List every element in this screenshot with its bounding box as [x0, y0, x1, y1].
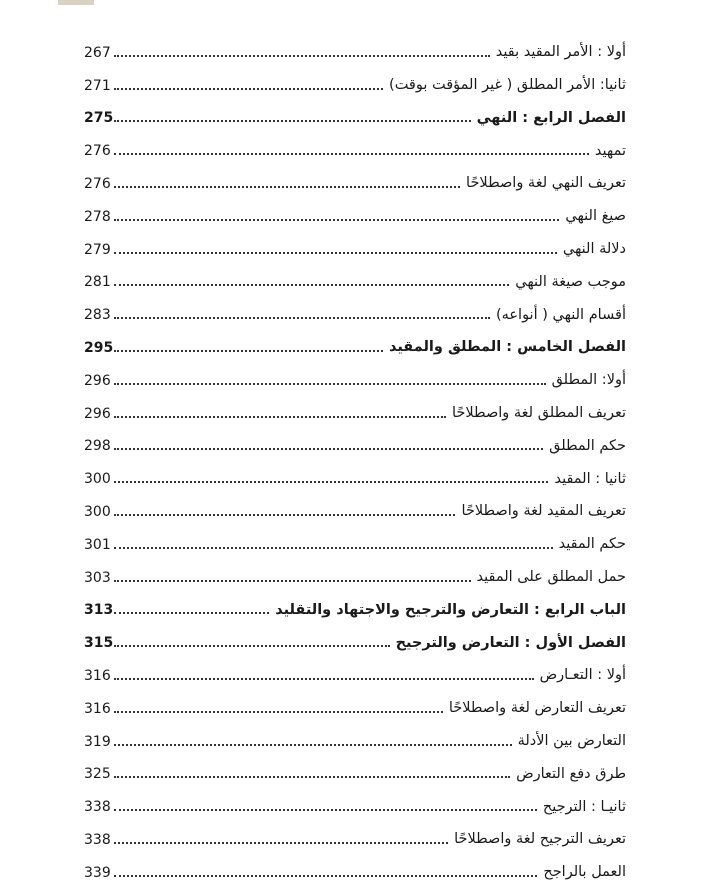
- toc-dot-leader: [114, 711, 443, 713]
- toc-entry-row: [84, 358, 626, 391]
- toc-dot-leader: [114, 416, 446, 418]
- toc-entry-row: [84, 489, 626, 522]
- toc-page-number: 313: [84, 602, 114, 619]
- toc-dot-leader: [114, 744, 512, 746]
- toc-entry-title: تعريف التعارض لغة واصطلاحًا: [448, 700, 626, 717]
- toc-dot-leader: [114, 481, 548, 483]
- toc-entry-row: [84, 784, 626, 817]
- toc-entry-title: العمل بالراجح: [543, 864, 626, 881]
- toc-dot-leader: [114, 284, 509, 286]
- toc-entry-title: موجب صيغة النهي: [515, 273, 626, 290]
- toc-page-number: 283: [84, 307, 111, 324]
- toc-entry-title: أولا: المطلق: [551, 372, 626, 389]
- toc-page-number: 315: [84, 635, 114, 652]
- toc-entry-row: [84, 555, 626, 588]
- toc-entry-title: ثانيا : المقيد: [554, 470, 626, 487]
- toc-dot-leader: [114, 678, 534, 680]
- table-of-contents: [84, 30, 626, 883]
- toc-entry-title: تعريف النهي لغة واصطلاحًا: [466, 175, 626, 192]
- top-decorative-rule: [58, 0, 94, 5]
- toc-dot-leader: [114, 514, 455, 516]
- toc-entry-row: [84, 30, 626, 63]
- toc-entry-title: التعارض بين الأدلة: [517, 733, 626, 750]
- toc-dot-leader: [114, 547, 553, 549]
- toc-page-number: 278: [84, 208, 111, 225]
- toc-dot-leader: [114, 120, 471, 122]
- toc-entry-title: ثانيا: الأمر المطلق ( غير المؤقت بوقت): [389, 77, 626, 94]
- toc-dot-leader: [114, 252, 557, 254]
- toc-heading-row: [84, 588, 626, 621]
- toc-page-number: 295: [84, 339, 114, 356]
- toc-entry-row: [84, 456, 626, 489]
- toc-dot-leader: [114, 186, 460, 188]
- toc-page-number: 271: [84, 77, 111, 94]
- toc-dot-leader: [114, 219, 559, 221]
- toc-entry-row: [84, 63, 626, 96]
- toc-entry-row: [84, 292, 626, 325]
- toc-entry-row: [84, 227, 626, 260]
- toc-heading-row: [84, 325, 626, 358]
- toc-page-number: 276: [84, 143, 111, 160]
- toc-entry-title: حكم المقيد: [558, 536, 626, 553]
- toc-dot-leader: [114, 448, 543, 450]
- toc-entry-title: أقسام النهي ( أنواعه): [495, 306, 626, 323]
- toc-entry-title: الفصل الرابع : النهي: [476, 109, 626, 126]
- toc-entry-row: [84, 719, 626, 752]
- toc-dot-leader: [114, 842, 448, 844]
- toc-page-number: 300: [84, 471, 111, 488]
- toc-page-number: 338: [84, 799, 111, 816]
- toc-entry-row: [84, 686, 626, 719]
- toc-dot-leader: [114, 153, 589, 155]
- toc-dot-leader: [114, 350, 383, 352]
- toc-dot-leader: [114, 55, 490, 57]
- toc-page-number: 279: [84, 241, 111, 258]
- toc-entry-title: حكم المطلق: [549, 437, 626, 454]
- toc-entry-title: أولا : الأمر المقيد بقيد: [495, 44, 626, 61]
- toc-dot-leader: [114, 383, 546, 385]
- toc-entry-row: [84, 260, 626, 293]
- toc-entry-row: [84, 850, 626, 883]
- toc-entry-title: الباب الرابع : التعارض والترجيح والاجتهاد والتقليد: [275, 601, 626, 618]
- toc-entry-row: [84, 424, 626, 457]
- toc-entry-title: الفصل الأول : التعارض والترجيح: [395, 634, 626, 651]
- toc-entry-row: [84, 161, 626, 194]
- toc-entry-row: [84, 391, 626, 424]
- toc-dot-leader: [114, 612, 269, 614]
- toc-entry-title: تعريف المقيد لغة واصطلاحًا: [461, 503, 626, 520]
- toc-dot-leader: [114, 580, 471, 582]
- toc-page-number: 296: [84, 405, 111, 422]
- toc-page-number: 298: [84, 438, 111, 455]
- toc-dot-leader: [114, 776, 510, 778]
- toc-entry-title: حمل المطلق على المقيد: [476, 569, 626, 586]
- toc-dot-leader: [114, 88, 383, 90]
- toc-page-number: 319: [84, 733, 111, 750]
- toc-page-number: 276: [84, 175, 111, 192]
- toc-dot-leader: [114, 645, 390, 647]
- toc-entry-row: [84, 653, 626, 686]
- toc-entry-title: أولا : التعـارض: [539, 667, 626, 684]
- toc-dot-leader: [114, 317, 490, 319]
- toc-page-number: 316: [84, 700, 111, 717]
- toc-entry-row: [84, 194, 626, 227]
- toc-page-number: 275: [84, 110, 114, 127]
- toc-entry-row: [84, 522, 626, 555]
- toc-entry-title: تعريف المطلق لغة واصطلاحًا: [452, 405, 626, 422]
- toc-page-number: 296: [84, 372, 111, 389]
- toc-entry-title: طرق دفع التعارض: [516, 765, 626, 782]
- toc-entry-row: [84, 752, 626, 785]
- toc-entry-title: دلالة النهي: [562, 241, 626, 258]
- toc-dot-leader: [114, 809, 537, 811]
- toc-page-number: 339: [84, 864, 111, 881]
- toc-page-number: 338: [84, 831, 111, 848]
- toc-page-number: 267: [84, 44, 111, 61]
- toc-entry-title: صيغ النهي: [565, 208, 626, 225]
- toc-page-number: 281: [84, 274, 111, 291]
- toc-page-number: 325: [84, 766, 111, 783]
- toc-heading-row: [84, 96, 626, 129]
- toc-entry-title: ثانيـا : الترجيح: [542, 798, 626, 815]
- toc-page-number: 301: [84, 536, 111, 553]
- toc-entry-row: [84, 817, 626, 850]
- toc-page-number: 316: [84, 667, 111, 684]
- toc-entry-title: تمهيد: [594, 142, 626, 159]
- toc-entry-title: تعريف الترجيح لغة واصطلاحًا: [454, 831, 626, 848]
- toc-page-number: 303: [84, 569, 111, 586]
- toc-entry-row: [84, 128, 626, 161]
- toc-dot-leader: [114, 875, 537, 877]
- toc-page-number: 300: [84, 503, 111, 520]
- toc-heading-row: [84, 620, 626, 653]
- toc-entry-title: الفصل الخامس : المطلق والمقيد: [389, 339, 626, 356]
